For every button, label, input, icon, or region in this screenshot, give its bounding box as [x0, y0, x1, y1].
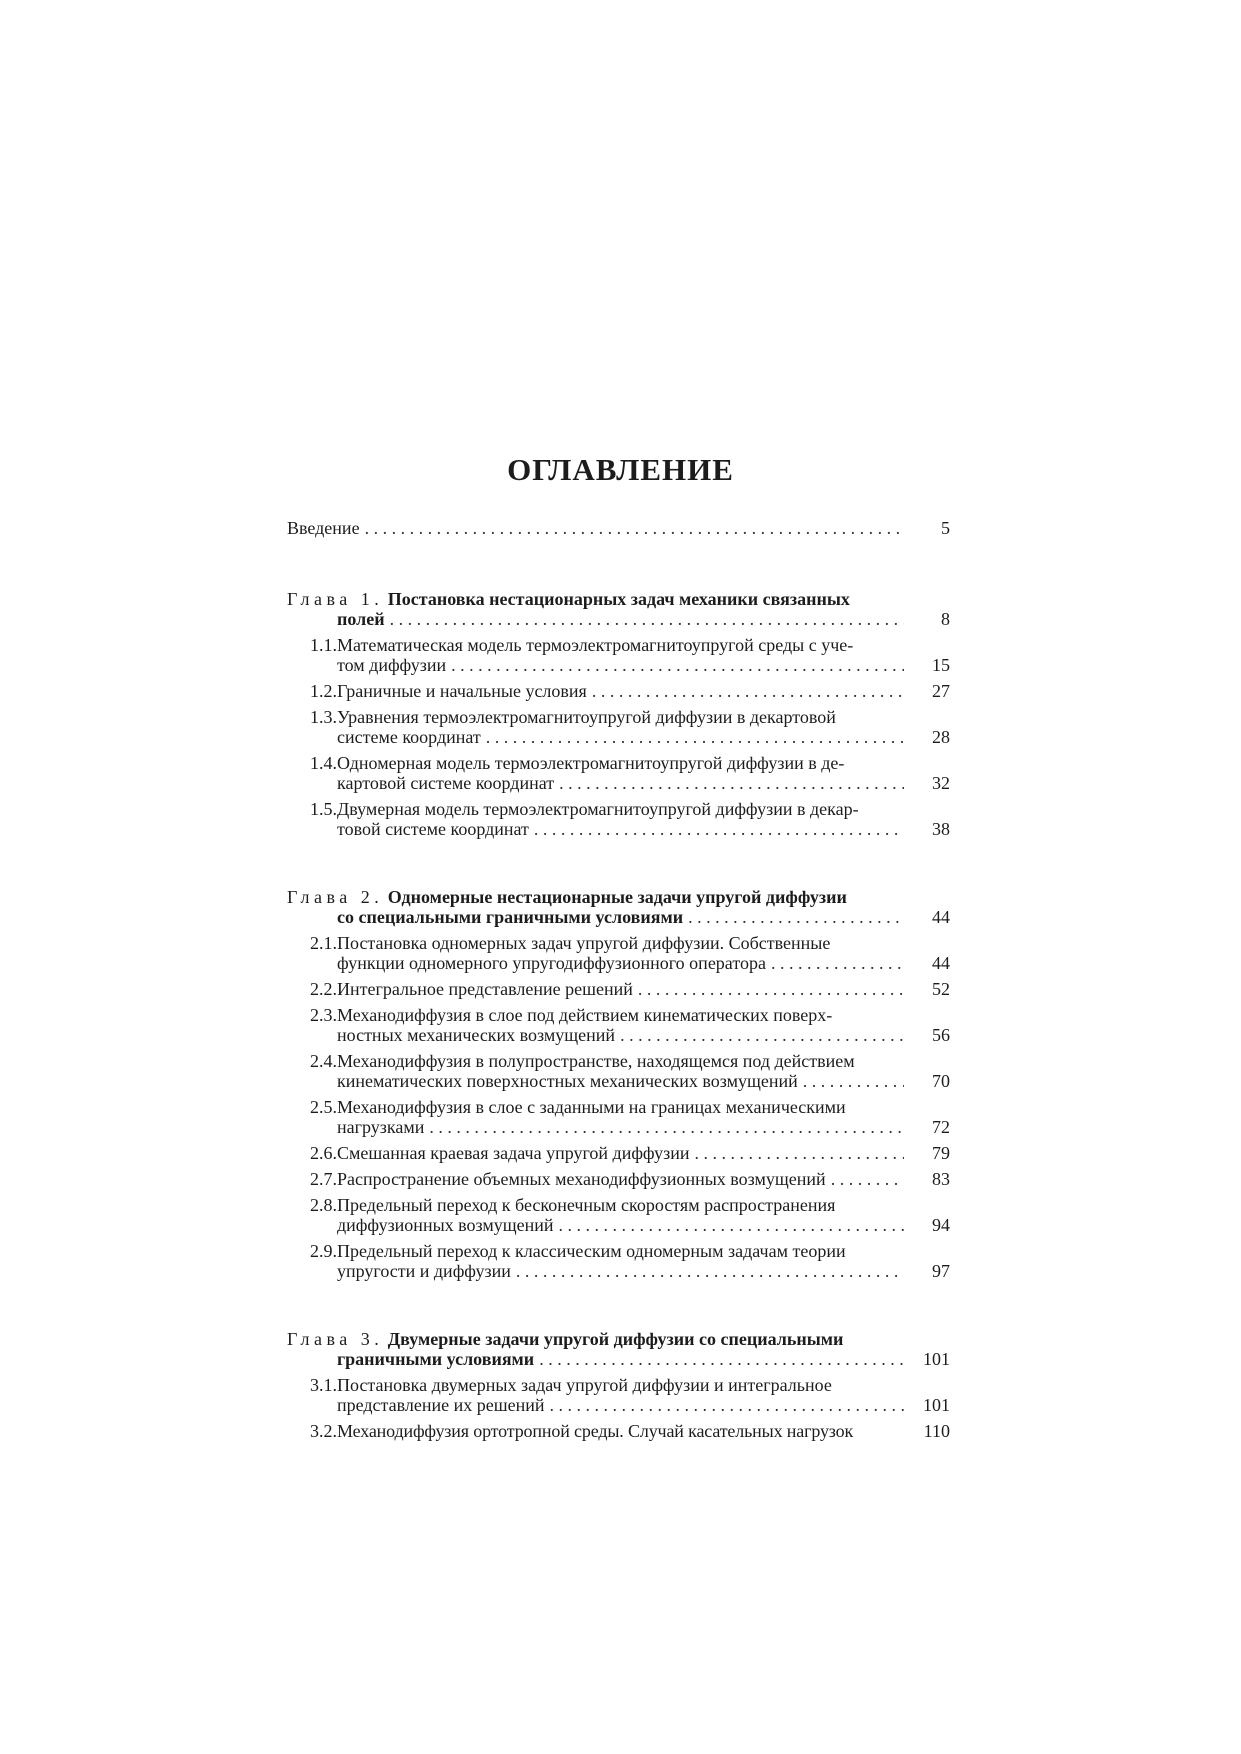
section-number: 2.4. [310, 1051, 337, 1071]
section-number: 1.2. [310, 681, 337, 701]
toc-leader-dots [771, 953, 904, 973]
section-text [337, 1005, 950, 1045]
toc-entry-text: картовой системе координат [337, 773, 555, 793]
toc-entry-text: со специальными граничными условиями [337, 907, 684, 927]
toc-chapter-1 [287, 589, 950, 629]
section-line: Предельный переход к бесконечным скоростям распространения [337, 1195, 836, 1215]
toc-section [287, 1195, 950, 1235]
section-text [337, 707, 950, 747]
toc-leader-dots [390, 609, 904, 629]
toc-chapter-2 [287, 887, 950, 927]
toc-last-line [337, 907, 950, 927]
toc-chapter-continuation [287, 609, 950, 629]
toc-entry-text: граничными условиями [337, 1349, 535, 1369]
section-number: 2.3. [310, 1005, 337, 1025]
toc-chapter-continuation [287, 1349, 950, 1369]
toc-leader-dots [688, 907, 904, 927]
toc-leader-dots [549, 1395, 904, 1415]
chapter-title: Одномерные нестационарные задачи упругой диффузии [387, 887, 847, 907]
toc-leader-dots [534, 819, 904, 839]
toc-section [287, 1005, 950, 1045]
toc-leader-dots [559, 1215, 904, 1235]
toc-leader-dots [638, 979, 904, 999]
chapter-label: Глава 2. [287, 887, 384, 907]
toc-page-number: 38 [932, 819, 950, 839]
toc-last-line [337, 1215, 950, 1235]
section-text [337, 1097, 950, 1137]
toc-entry-text: представление их решений [337, 1395, 545, 1415]
toc-last-line [337, 1421, 950, 1441]
toc-leader-dots [486, 727, 904, 747]
toc-leader-dots [831, 1169, 904, 1189]
toc-entry-text: функции одномерного упругодиффузионного оператора [337, 953, 766, 973]
toc-section [287, 799, 950, 839]
toc-leader-dots [516, 1261, 904, 1281]
section-number: 1.5. [310, 799, 337, 819]
toc-section [287, 1169, 950, 1189]
toc-leader-dots [429, 1117, 904, 1137]
toc-last-line [337, 681, 950, 701]
toc-section [287, 1375, 950, 1415]
toc-last-line [337, 1117, 950, 1137]
toc-section [287, 635, 950, 675]
toc-last-line [337, 609, 950, 629]
toc-page-number: 110 [923, 1421, 950, 1441]
toc-last-line [337, 727, 950, 747]
toc-leader-dots [451, 655, 904, 675]
section-number: 3.1. [310, 1375, 337, 1395]
toc-last-line [337, 979, 950, 999]
toc-leader-dots [365, 518, 904, 538]
chapter-title: Постановка нестационарных задач механики связанных [387, 589, 850, 609]
toc-entry-text: системе координат [337, 727, 481, 747]
chapter-title: Двумерные задачи упругой диффузии со специальными [387, 1329, 844, 1349]
toc-last-line [337, 655, 950, 675]
section-number: 1.4. [310, 753, 337, 773]
section-line: Одномерная модель термоэлектромагнитоупругой диффузии в де- [337, 753, 845, 773]
toc-last-line [337, 773, 950, 793]
section-number: 2.6. [310, 1143, 337, 1163]
toc-last-line [337, 1169, 950, 1189]
toc-section [287, 1241, 950, 1281]
toc-section [287, 1097, 950, 1137]
toc-page-number: 44 [932, 907, 950, 927]
toc-page-number: 28 [932, 727, 950, 747]
section-line: Математическая модель термоэлектромагнитоупругой среды с уче- [337, 635, 854, 655]
toc-chapter-continuation [287, 907, 950, 927]
toc-page-number: 101 [923, 1395, 950, 1415]
toc-entry-text: кинематических поверхностных механических возмущений [337, 1071, 798, 1091]
toc-entry-text: Распространение объемных механодиффузионных возмущений [337, 1169, 826, 1189]
page-title: ОГЛАВЛЕНИЕ [507, 452, 734, 487]
toc-last-line [337, 1261, 950, 1281]
section-text [337, 1195, 950, 1235]
section-line: Механодиффузия в слое под действием кинематических поверх- [337, 1005, 833, 1025]
toc-last-line [337, 1349, 950, 1369]
section-number: 1.3. [310, 707, 337, 727]
toc-chapter-3 [287, 1329, 950, 1369]
section-number: 3.2. [310, 1421, 337, 1441]
toc-entry-text: Граничные и начальные условия [337, 681, 587, 701]
section-line: Постановка одномерных задач упругой диффузии. Собственные [337, 933, 831, 953]
toc-last-line [287, 518, 950, 538]
section-number: 2.2. [310, 979, 337, 999]
section-line: Постановка двумерных задач упругой диффузии и интегральное [337, 1375, 832, 1395]
toc-entry-text: упругости и диффузии [337, 1261, 511, 1281]
toc-chapter-heading [287, 887, 950, 907]
toc-last-line [337, 1025, 950, 1045]
toc-entry-text: Смешанная краевая задача упругой диффузии [337, 1143, 690, 1163]
section-text [337, 753, 950, 793]
section-number: 2.1. [310, 933, 337, 953]
toc-page-number: 83 [932, 1169, 950, 1189]
toc-leader-dots [592, 681, 904, 701]
toc-entry-text: том диффузии [337, 655, 447, 675]
toc-page-number: 94 [932, 1215, 950, 1235]
section-text [337, 681, 950, 701]
section-number: 2.8. [310, 1195, 337, 1215]
toc-section [287, 1051, 950, 1091]
toc-chapter-heading [287, 589, 950, 609]
chapter-label: Глава 1. [287, 589, 384, 609]
section-text [337, 1241, 950, 1281]
toc-leader-dots [559, 773, 904, 793]
section-number: 1.1. [310, 635, 337, 655]
section-text [337, 635, 950, 675]
section-text [337, 1051, 950, 1091]
toc-page-number: 8 [941, 609, 950, 629]
toc-last-line [337, 1143, 950, 1163]
toc-entry-text: нагрузками [337, 1117, 425, 1137]
section-line: Двумерная модель термоэлектромагнитоупругой диффузии в декар- [337, 799, 859, 819]
section-number: 2.7. [310, 1169, 337, 1189]
toc-section-final [287, 1421, 950, 1441]
section-number: 2.5. [310, 1097, 337, 1117]
toc-entry-introduction [287, 518, 950, 538]
toc-entry-text: Интегральное представление решений [337, 979, 633, 999]
toc-section [287, 933, 950, 973]
toc-entry-text: Механодиффузия ортотропной среды. Случай касательных нагрузок [337, 1421, 854, 1441]
toc-page-number: 15 [932, 655, 950, 675]
toc-last-line [337, 1395, 950, 1415]
toc-page-number: 56 [932, 1025, 950, 1045]
toc-section [287, 707, 950, 747]
toc-chapter-heading [287, 1329, 950, 1349]
toc-last-line [337, 953, 950, 973]
toc-last-line [337, 1071, 950, 1091]
toc-entry-text: Введение [287, 518, 360, 538]
toc-section [287, 1143, 950, 1163]
section-line: Механодиффузия в слое с заданными на границах механическими [337, 1097, 846, 1117]
toc-section [287, 681, 950, 701]
section-line: Уравнения термоэлектромагнитоупругой диффузии в декартовой [337, 707, 836, 727]
toc-last-line [337, 819, 950, 839]
toc-page-number: 97 [932, 1261, 950, 1281]
table-of-contents [287, 518, 950, 1441]
toc-leader-dots [803, 1071, 904, 1091]
toc-section [287, 753, 950, 793]
toc-entry-text: диффузионных возмущений [337, 1215, 554, 1235]
toc-page-number: 32 [932, 773, 950, 793]
toc-page-number: 79 [932, 1143, 950, 1163]
toc-page-number: 52 [932, 979, 950, 999]
section-line: Предельный переход к классическим одномерным задачам теории [337, 1241, 846, 1261]
toc-page-number: 70 [932, 1071, 950, 1091]
section-text [337, 1169, 950, 1189]
toc-page-number: 72 [932, 1117, 950, 1137]
section-text [337, 1375, 950, 1415]
toc-entry-text: полей [337, 609, 385, 629]
toc-page-number: 44 [932, 953, 950, 973]
toc-section [287, 979, 950, 999]
section-text [337, 1143, 950, 1163]
chapter-label: Глава 3. [287, 1329, 384, 1349]
toc-page-number: 27 [932, 681, 950, 701]
toc-entry-text: ностных механических возмущений [337, 1025, 616, 1045]
toc-leader-dots [620, 1025, 904, 1045]
toc-leader-dots [695, 1143, 905, 1163]
section-number: 2.9. [310, 1241, 337, 1261]
toc-leader-dots [539, 1349, 904, 1369]
section-text [337, 979, 950, 999]
toc-page-number: 5 [941, 518, 950, 538]
section-text [337, 933, 950, 973]
section-text [337, 799, 950, 839]
toc-page-number: 101 [923, 1349, 950, 1369]
toc-entry-text: товой системе координат [337, 819, 529, 839]
section-line: Механодиффузия в полупространстве, находящемся под действием [337, 1051, 855, 1071]
